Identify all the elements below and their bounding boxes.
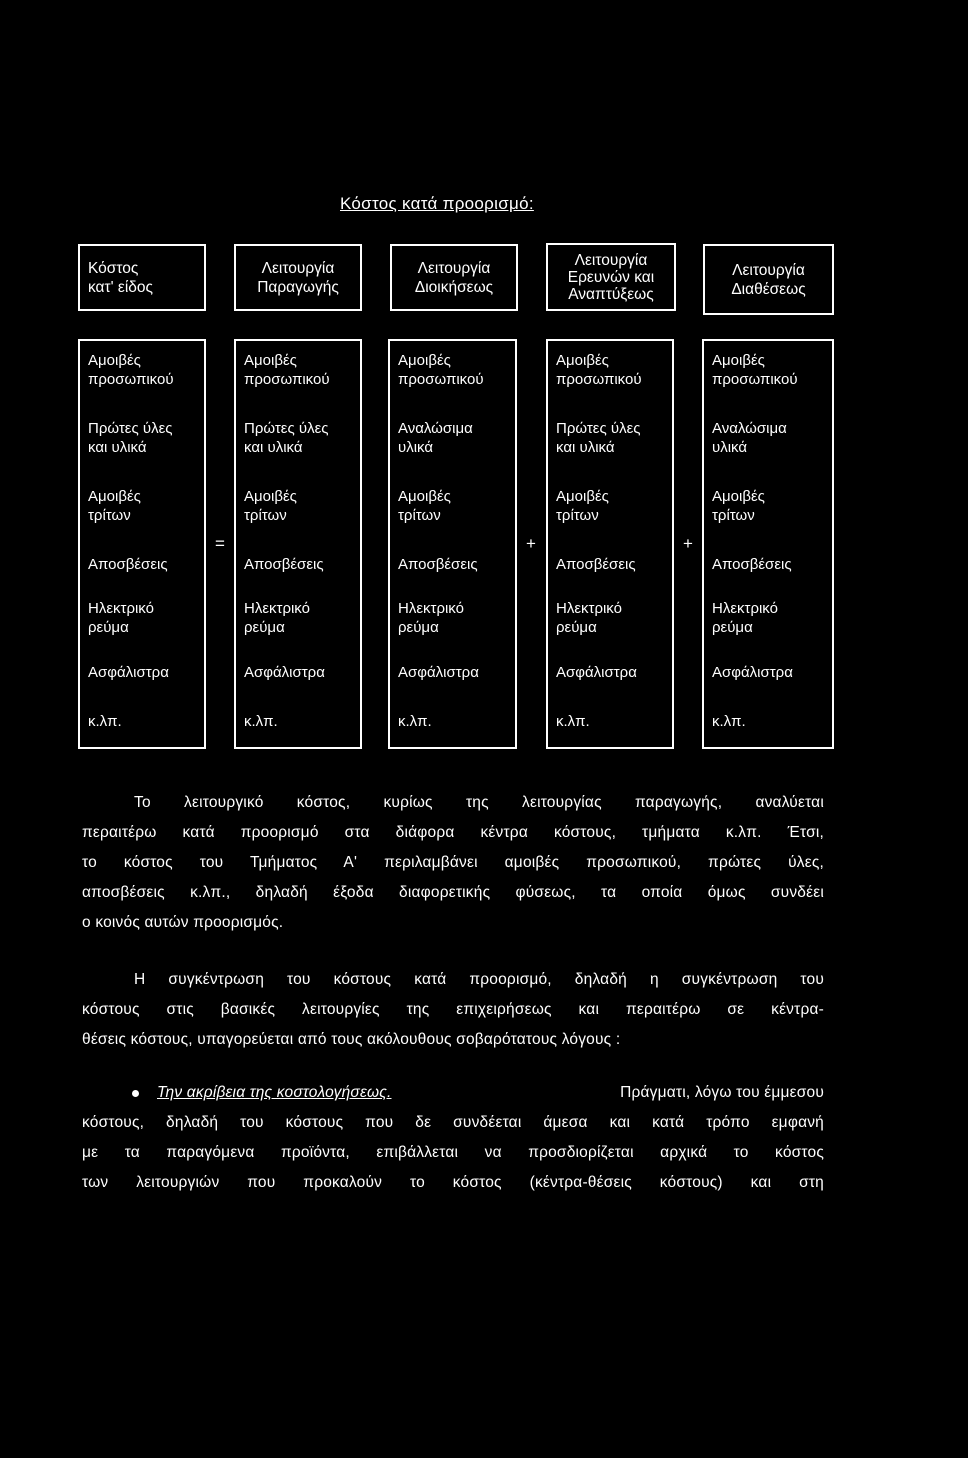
list-item: Ασφάλιστρα [88,664,169,681]
list-item: Αποσβέσεις [244,556,324,573]
text-line: περαιτέρω κατά προορισμό στα διάφορα κέντρα κόστους, τμήματα κ.λπ. Έτσι, [82,824,824,841]
column-research [546,339,674,749]
list-item: Ασφάλιστρα [712,664,793,681]
bullet-icon [132,1090,139,1097]
list-item: Πρώτες ύλες και υλικά [88,420,173,456]
list-item: Αμοιβές τρίτων [244,488,297,524]
header-administration [390,244,518,311]
list-item: Αμοιβές προσωπικού [398,352,484,388]
column-administration [388,339,517,749]
header-production [234,244,362,311]
list-item: Αμοιβές προσωπικού [556,352,642,388]
list-item: Αποσβέσεις [398,556,478,573]
paragraph-cost-concentration [82,965,824,1055]
equals-operator: = [215,534,225,553]
text-line: το κόστος του Τμήματος Α' περιλαμβάνει αμοιβές προσωπικού, πρώτες ύλες, [82,854,824,871]
list-item: Αμοιβές τρίτων [398,488,451,524]
list-item: Αναλώσιμα υλικά [398,420,473,456]
paragraph-operating-cost [82,788,824,938]
page-title: Κόστος κατά προορισμό: [340,194,534,213]
list-item: Αμοιβές τρίτων [712,488,765,524]
column-production [234,339,362,749]
text-line: των λειτουργιών που προκαλούν το κόστος (κέντρα-θέσεις κόστους) και στη [82,1174,824,1191]
text-line: ο κοινός αυτών προορισμός. [82,914,284,931]
header-label: Λειτουργία Διαθέσεως [731,261,806,298]
list-item: κ.λπ. [556,713,590,730]
list-item: Ασφάλιστρα [556,664,637,681]
text-line: θέσεις κόστους, υπαγορεύεται από τους ακόλουθους σοβαρότατους λόγους : [82,1031,621,1048]
bullet-rest: Πράγματι, λόγω του έμμεσου [620,1084,824,1101]
header-label: Κόστος κατ' είδος [88,259,153,296]
text-line: κόστους στις βασικές λειτουργίες της επιχειρήσεως και περαιτέρω σε κέντρα- [82,1001,824,1018]
list-item: Ηλεκτρικό ρεύμα [712,600,778,636]
header-research [546,243,676,311]
list-item: Πρώτες ύλες και υλικά [556,420,641,456]
list-item: Ηλεκτρικό ρεύμα [88,600,154,636]
list-item: Αποσβέσεις [88,556,168,573]
list-item: κ.λπ. [88,713,122,730]
list-item: Πρώτες ύλες και υλικά [244,420,329,456]
header-distribution [703,244,834,315]
header-label: Λειτουργία Ερευνών και Αναπτύξεως [567,251,655,303]
column-cost-by-type [78,339,206,749]
list-item: Αμοιβές τρίτων [556,488,609,524]
list-item: Ηλεκτρικό ρεύμα [244,600,310,636]
list-item: Ηλεκτρικό ρεύμα [398,600,464,636]
list-item: Αποσβέσεις [712,556,792,573]
list-item: Αμοιβές τρίτων [88,488,141,524]
list-item: Αμοιβές προσωπικού [88,352,174,388]
plus-operator: + [526,534,536,553]
list-item: κ.λπ. [398,713,432,730]
bullet-emphasis: Την ακρίβεια της κοστολογήσεως. [157,1084,392,1101]
list-item: κ.λπ. [712,713,746,730]
list-item: Ασφάλιστρα [244,664,325,681]
plus-operator: + [683,534,693,553]
text-line: με τα παραγόμενα προϊόντα, επιβάλλεται να προσδιορίζεται αρχικά το κόστος [82,1144,824,1161]
column-distribution [702,339,834,749]
list-item: Αποσβέσεις [556,556,636,573]
text-line: Το λειτουργικό κόστος, κυρίως της λειτουργίας παραγωγής, αναλύεται [134,794,824,811]
list-item: Αναλώσιμα υλικά [712,420,787,456]
list-item: Αμοιβές προσωπικού [712,352,798,388]
list-item: Ηλεκτρικό ρεύμα [556,600,622,636]
list-item: Αμοιβές προσωπικού [244,352,330,388]
text-line: αποσβέσεις κ.λπ., δηλαδή έξοδα διαφορετικής φύσεως, τα οποία όμως συνδέει [82,884,824,901]
bullet-line [82,1078,824,1108]
text-line: κόστους, δηλαδή του κόστους που δε συνδέεται άμεσα και κατά τρόπο εμφανή [82,1114,824,1131]
list-item: κ.λπ. [244,713,278,730]
text-line: Η συγκέντρωση του κόστους κατά προορισμό, δηλαδή η συγκέντρωση του [134,971,824,988]
header-cost-by-type [78,244,206,311]
bullet-paragraph [82,1078,824,1198]
list-item: Ασφάλιστρα [398,664,479,681]
header-label: Λειτουργία Παραγωγής [257,259,339,296]
header-label: Λειτουργία Διοικήσεως [414,259,494,296]
